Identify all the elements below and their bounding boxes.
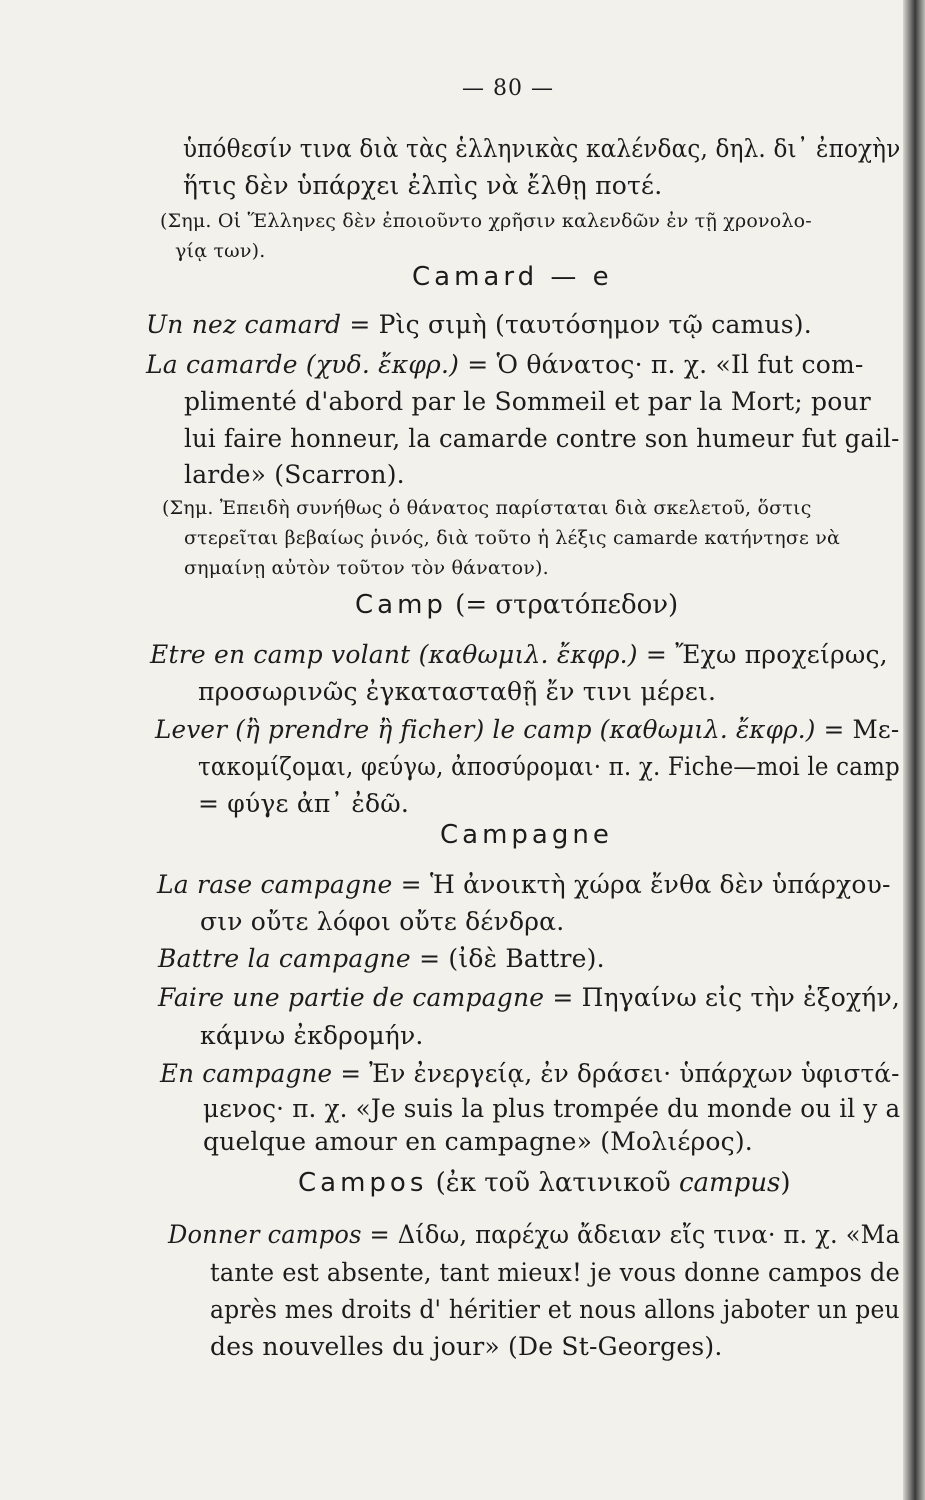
entry-continuation: προσωρινῶς ἐγκατασταθῇ ἔν τινι μέρει. (198, 677, 717, 706)
entry-term: Lever (ἢ prendre ἢ ficher) le camp (155, 715, 592, 744)
entry-definition: = Ρὶς σιμὴ (ταυτόσημον τῷ camus). (341, 310, 812, 339)
heading-text: Campos (298, 1168, 428, 1198)
entry-definition: = Δίδω, παρέχω ἄδειαν εἴς τινα· π. χ. «Ma (361, 1220, 901, 1249)
entry-continuation: plimenté d'abord par le Sommeil et par la Mort; pour (184, 387, 871, 416)
heading-campagne: Campagne (440, 820, 613, 850)
entry-term: La rase campagne (157, 870, 393, 899)
entry-continuation: quelque amour en campagne» (Μολιέρος). (203, 1127, 753, 1156)
heading-camp (355, 590, 678, 620)
entry-term: Etre en camp volant (150, 640, 411, 669)
heading-gloss: (ἐκ τοῦ λατινικοῦ (427, 1168, 679, 1198)
entry-term: Un nez camard (146, 310, 342, 339)
camard-note: στερεῖται βεβαίως ῥινός, διὰ τοῦτο ἡ λέξις camarde κατήντησε νὰ (184, 527, 841, 549)
entry-continuation: après mes droits d' héritier et nous allons jaboter un peu (210, 1295, 900, 1324)
entry-usage-note: (καθωμιλ. ἔκφρ.) (410, 640, 638, 669)
entry-continuation: larde» (Scarron). (184, 460, 405, 489)
entry-definition: = Πηγαίνω εἰς τὴν ἐξοχήν, (544, 983, 900, 1012)
heading-latin: campus (678, 1168, 781, 1198)
intro-note: γίᾳ των). (175, 240, 266, 262)
entry-definition: = (ἰδὲ Battre). (410, 944, 605, 973)
entry-term: Battre la campagne (158, 944, 411, 973)
camard-note: (Σημ. Ἐπειδὴ συνήθως ὁ θάνατος παρίσταται διὰ σκελετοῦ, ὅστις (162, 497, 812, 519)
heading-camard: Camard — e (412, 262, 613, 292)
entry-definition: = Ἡ ἀνοικτὴ χώρα ἔνθα δὲν ὑπάρχου- (392, 870, 891, 899)
entry-definition: = Με- (815, 715, 900, 744)
camard-note: σημαίνῃ αὐτὸν τοῦτον τὸν θάνατον). (184, 557, 549, 579)
entry-campagne-2 (158, 944, 605, 973)
entry-usage-note: (χυδ. ἔκφρ.) (297, 350, 460, 379)
entry-campos-1 (168, 1220, 900, 1249)
entry-camard-2 (146, 350, 864, 379)
entry-term: Faire une partie de campagne (158, 983, 545, 1012)
page-number: — 80 — (462, 76, 554, 101)
entry-definition: = Ὁ θάνατος· π. χ. «Il fut com- (459, 350, 864, 379)
page-edge-shadow (903, 0, 925, 1500)
entry-continuation: lui faire honneur, la camarde contre son humeur fut gail- (184, 424, 900, 453)
intro-note: (Σημ. Οἱ Ἕλληνες δὲν ἐποιοῦντο χρῆσιν καλενδῶν ἐν τῇ χρονολο- (160, 210, 812, 232)
entry-continuation: σιν οὔτε λόφοι οὔτε δένδρα. (200, 907, 565, 936)
entry-campagne-4 (160, 1059, 900, 1088)
heading-campos (298, 1168, 791, 1198)
entry-continuation: tante est absente, tant mieux! je vous donne campos de (210, 1258, 900, 1287)
entry-definition: = Ἔχω προχείρως, (637, 640, 888, 669)
entry-continuation: des nouvelles du jour» (De St-Georges). (210, 1332, 723, 1361)
entry-term: En campagne (160, 1059, 333, 1088)
entry-campagne-3 (158, 983, 900, 1012)
intro-line: ἥτις δὲν ὑπάρχει ἐλπὶς νὰ ἔλθῃ ποτέ. (183, 171, 663, 200)
intro-line: ὑπόθεσίν τινα διὰ τὰς ἑλληνικὰς καλένδας, δηλ. δι᾽ ἐποχὴν (183, 134, 901, 163)
entry-continuation: τακομίζομαι, φεύγω, ἀποσύρομαι· π. χ. Fiche—moi le camp (198, 752, 900, 781)
entry-continuation: = φύγε ἀπ᾽ ἐδῶ. (198, 789, 409, 818)
entry-continuation: μενος· π. χ. «Je suis la plus trompée du monde ou il y a (203, 1094, 901, 1123)
heading-text: Camp (355, 590, 447, 620)
heading-gloss: (= στρατόπεδον) (446, 590, 679, 620)
entry-camp-1 (150, 640, 888, 669)
entry-usage-note: (καθωμιλ. ἔκφρ.) (591, 715, 816, 744)
entry-continuation: κάμνω ἐκδρομήν. (200, 1021, 424, 1050)
entry-term: La camarde (146, 350, 298, 379)
entry-campagne-1 (157, 870, 891, 899)
entry-definition: = Ἐν ἐνεργείᾳ, ἐν δράσει· ὑπάρχων ὑφιστά- (332, 1059, 900, 1088)
entry-term: Donner campos (168, 1220, 362, 1249)
entry-camp-2 (155, 715, 899, 744)
heading-close: ) (780, 1168, 791, 1198)
entry-camard-1 (146, 310, 812, 339)
